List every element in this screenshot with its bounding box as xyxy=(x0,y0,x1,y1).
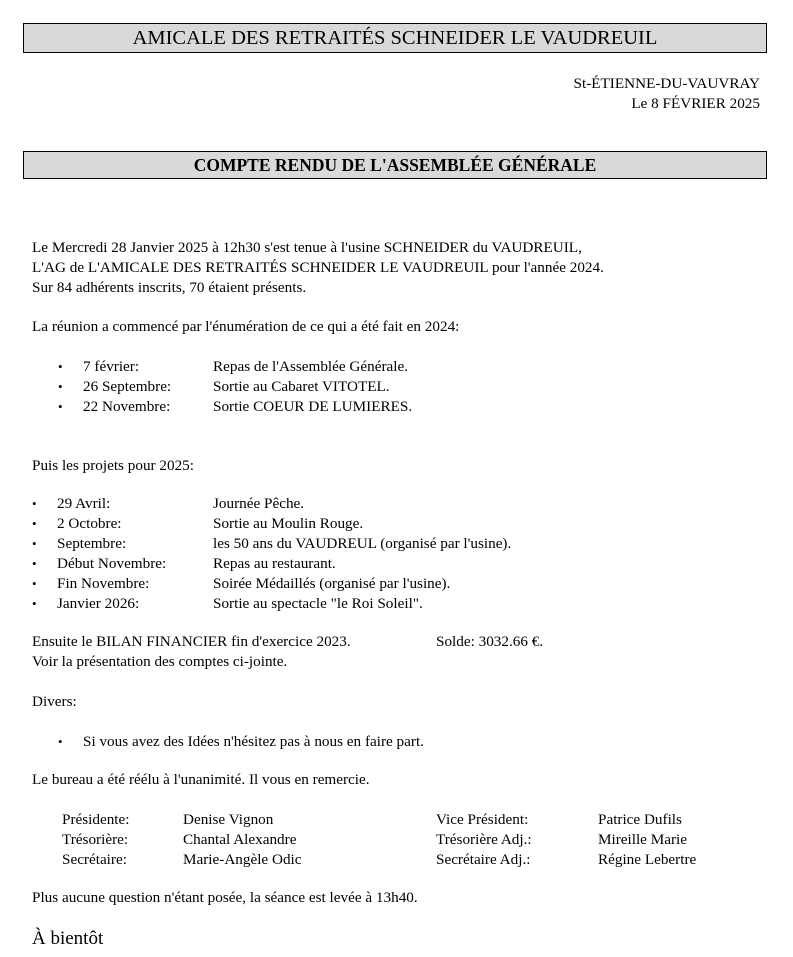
bullet-icon: • xyxy=(58,399,63,414)
bureau-intro: Le bureau a été réélu à l'unanimité. Il vous en remercie. xyxy=(32,771,370,788)
signoff: À bientôt xyxy=(32,928,104,949)
bureau-role: Trésorière: xyxy=(62,831,129,848)
closing-line: Plus aucune question n'étant posée, la séance est levée à 13h40. xyxy=(32,889,418,906)
item-description: Repas au restaurant. xyxy=(213,555,336,572)
projects-list xyxy=(0,494,793,614)
list-item xyxy=(0,357,793,377)
bureau-name: Marie-Angèle Odic xyxy=(183,851,302,868)
bullet-icon: • xyxy=(32,596,37,611)
bullet-icon: • xyxy=(58,359,63,374)
bullet-icon: • xyxy=(32,496,37,511)
item-description: Si vous avez des Idées n'hésitez pas à nous en faire part. xyxy=(83,733,424,750)
bureau-name: Patrice Dufils xyxy=(598,811,682,828)
bullet-icon: • xyxy=(58,734,63,749)
item-description: Sortie au Cabaret VITOTEL. xyxy=(213,378,390,395)
bureau-name: Mireille Marie xyxy=(598,831,687,848)
list-item xyxy=(0,732,793,752)
list-item xyxy=(0,377,793,397)
item-description: Sortie au Moulin Rouge. xyxy=(213,515,364,532)
list-item xyxy=(0,514,793,534)
intro-paragraph xyxy=(32,238,604,298)
intro-line-3: Sur 84 adhérents inscrits, 70 étaient présents. xyxy=(32,279,307,296)
item-date: Janvier 2026: xyxy=(57,595,140,612)
item-date: 2 Octobre: xyxy=(57,515,122,532)
list-item xyxy=(0,494,793,514)
bullet-icon: • xyxy=(32,516,37,531)
item-date: 26 Septembre: xyxy=(83,378,172,395)
item-date: Septembre: xyxy=(57,535,127,552)
list-item xyxy=(0,574,793,594)
bureau-name: Régine Lebertre xyxy=(598,851,697,868)
place-date-block xyxy=(574,74,760,114)
item-description: Sortie COEUR DE LUMIERES. xyxy=(213,398,413,415)
title-banner xyxy=(23,23,767,53)
finance-note: Voir la présentation des comptes ci-jointe. xyxy=(32,653,288,670)
finance-line: Ensuite le BILAN FINANCIER fin d'exercice 2023. xyxy=(32,633,351,650)
bureau-name: Chantal Alexandre xyxy=(183,831,297,848)
section-banner xyxy=(23,151,767,179)
done-intro: La réunion a commencé par l'énumération de ce qui a été fait en 2024: xyxy=(32,318,460,335)
place-line: St-ÉTIENNE-DU-VAUVRAY xyxy=(573,75,760,92)
bullet-icon: • xyxy=(58,379,63,394)
bureau-role: Trésorière Adj.: xyxy=(436,831,532,848)
date-line: Le 8 FÉVRIER 2025 xyxy=(631,95,760,112)
item-description: Journée Pêche. xyxy=(213,495,305,512)
item-date: Fin Novembre: xyxy=(57,575,150,592)
bullet-icon: • xyxy=(32,576,37,591)
finance-balance: Solde: 3032.66 €. xyxy=(436,633,544,650)
bureau-name: Denise Vignon xyxy=(183,811,274,828)
item-date: 22 Novembre: xyxy=(83,398,171,415)
bureau-role: Présidente: xyxy=(62,811,130,828)
list-item xyxy=(0,594,793,614)
item-description: Sortie au spectacle "le Roi Soleil". xyxy=(213,595,423,612)
bullet-icon: • xyxy=(32,536,37,551)
list-item xyxy=(0,554,793,574)
misc-list xyxy=(0,732,793,752)
bureau-role: Vice Président: xyxy=(436,811,529,828)
done-list xyxy=(0,357,793,417)
list-item xyxy=(0,534,793,554)
item-date: 29 Avril: xyxy=(57,495,111,512)
item-description: les 50 ans du VAUDREUL (organisé par l'usine). xyxy=(213,535,512,552)
list-item xyxy=(0,397,793,417)
item-date: Début Novembre: xyxy=(57,555,167,572)
intro-line-1: Le Mercredi 28 Janvier 2025 à 12h30 s'est tenue à l'usine SCHNEIDER du VAUDREUIL, xyxy=(32,239,582,256)
document-title: AMICALE DES RETRAITÉS SCHNEIDER LE VAUDREUIL xyxy=(132,27,658,49)
misc-label: Divers: xyxy=(32,693,77,710)
item-description: Repas de l'Assemblée Générale. xyxy=(213,358,409,375)
bureau-role: Secrétaire: xyxy=(62,851,127,868)
intro-line-2: L'AG de L'AMICALE DES RETRAITÉS SCHNEIDER LE VAUDREUIL pour l'année 2024. xyxy=(32,259,604,276)
section-title: COMPTE RENDU DE L'ASSEMBLÉE GÉNÉRALE xyxy=(193,155,597,175)
projects-intro: Puis les projets pour 2025: xyxy=(32,457,194,474)
bullet-icon: • xyxy=(32,556,37,571)
item-date: 7 février: xyxy=(83,358,140,375)
item-description: Soirée Médaillés (organisé par l'usine). xyxy=(213,575,451,592)
bureau-role: Secrétaire Adj.: xyxy=(436,851,531,868)
